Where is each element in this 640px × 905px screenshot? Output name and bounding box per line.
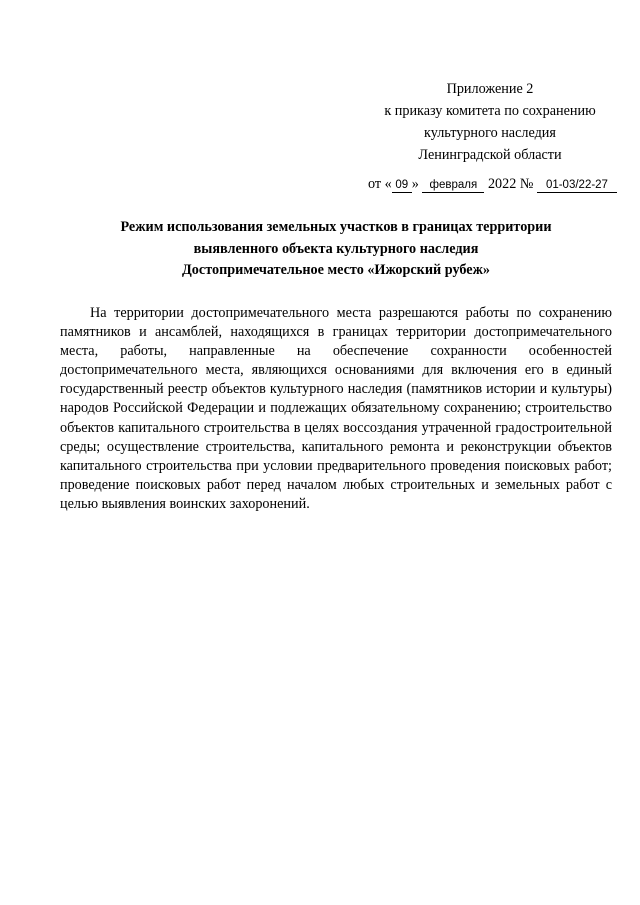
- title-line-3: Достопримечательное место «Ижорский рубеж»: [182, 262, 490, 278]
- order-number: 01-03/22-27: [537, 178, 617, 193]
- order-number-sign: №: [519, 176, 534, 192]
- appendix-header: [370, 78, 610, 166]
- order-day: 09: [392, 178, 412, 193]
- body-paragraph: На территории достопримечательного места разрешаются работы по сохранению памятников и ансамблей, находящихся в границах территории достопримечательного места, работы, направленные на обеспечение сохранности особенностей достопримечательного места, являющихся основаниями для включения его в единый государственный реестр объектов культурного наследия (памятников истории и культуры) народов Российской Федерации и подлежащих обязательному сохранению; строительство объектов капитального строительства в целях воссоздания утраченной градостроительной среды; осуществление строительства, капитального ремонта и реконструкции объектов капитального строительства при условии предварительного проведения поисковых работ; проведение поисковых работ перед началом любых строительных и земельных работ с целью выявления воинских захоронений.: [60, 305, 612, 512]
- title-line-1: Режим использования земельных участков в границах территории: [120, 219, 552, 235]
- title-line-2: выявленного объекта культурного наследия: [193, 240, 479, 257]
- appendix-title: Приложение 2: [446, 81, 534, 97]
- order-month: февраля: [422, 178, 484, 193]
- order-from-prefix: от «: [368, 176, 392, 192]
- document-title: [60, 217, 612, 282]
- order-day-close: »: [411, 176, 419, 192]
- order-year: 2022: [487, 176, 517, 192]
- appendix-region: Ленинградской области: [418, 147, 562, 163]
- order-date-number: [368, 176, 618, 200]
- appendix-order-ref: к приказу комитета по сохранению: [384, 103, 596, 119]
- appendix-heritage: культурного наследия: [424, 125, 556, 141]
